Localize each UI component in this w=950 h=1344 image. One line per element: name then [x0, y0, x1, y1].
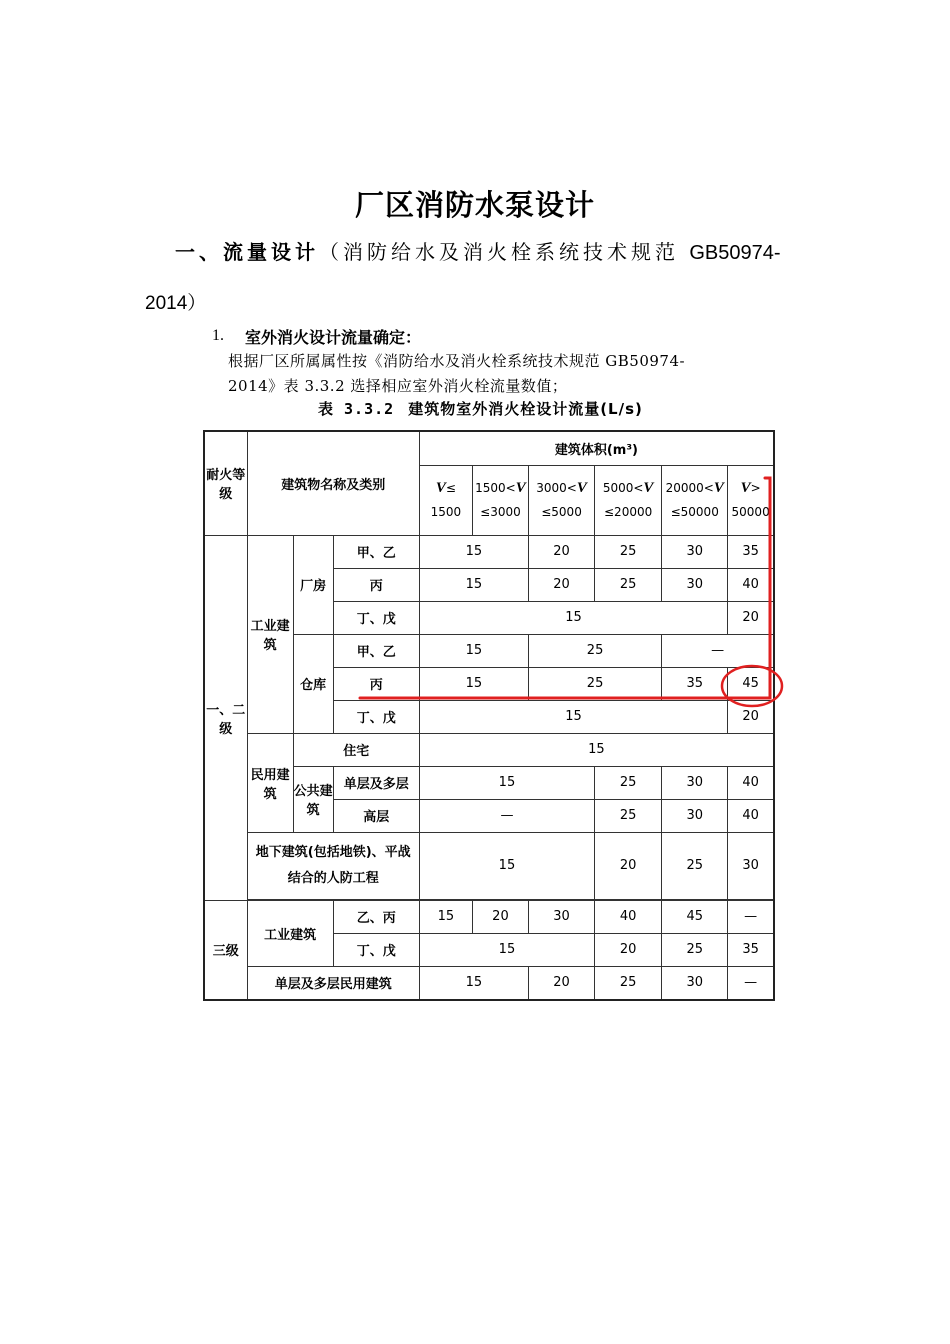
section-number: 一、 [175, 240, 223, 264]
table-cell: — [728, 900, 774, 933]
g3-bc-label: 乙、丙 [333, 900, 419, 933]
table-cell: 30 [662, 966, 728, 1000]
warehouse-c-label: 丙 [333, 667, 419, 700]
warehouse-label: 仓库 [293, 634, 333, 733]
table-cell: 15 [419, 535, 528, 568]
table-cell: 30 [728, 832, 774, 899]
factory-de-label: 丁、戊 [333, 601, 419, 634]
single-multi-label: 单层及多层 [333, 766, 419, 799]
civil3-label: 单层及多层民用建筑 [247, 966, 419, 1000]
g3-de-label: 丁、戊 [333, 933, 419, 966]
table-cell: 15 [419, 933, 594, 966]
item-heading: 室外消火设计流量确定： [245, 328, 422, 347]
volume-range-3: 3000<V ≤5000 [528, 465, 594, 535]
table-cell: 15 [419, 601, 727, 634]
table-cell: 20 [728, 601, 774, 634]
table-cell: 20 [528, 966, 594, 1000]
volume-range-2: 1500<V ≤3000 [472, 465, 528, 535]
table-cell: 15 [419, 900, 472, 933]
public-label: 公共建筑 [293, 766, 333, 832]
header-building-type: 建筑物名称及类别 [247, 431, 419, 535]
table-cell: 15 [419, 634, 528, 667]
highlighted-cell: 45 [728, 667, 774, 700]
high-rise-label: 高层 [333, 799, 419, 832]
section-heading-continued: 2014） [145, 293, 207, 314]
industrial3-label: 工业建筑 [247, 900, 333, 966]
volume-range-1: V≤ 1500 [419, 465, 472, 535]
table-cell: — [662, 634, 774, 667]
table-cell: 30 [662, 535, 728, 568]
warehouse-de-label: 丁、戊 [333, 700, 419, 733]
table-cell: 15 [419, 733, 774, 766]
section-heading-code: GB50974- [689, 242, 781, 264]
table-cell: 30 [662, 568, 728, 601]
table-cell: 25 [595, 799, 662, 832]
table-cell: 40 [595, 900, 662, 933]
table-cell: 30 [528, 900, 594, 933]
table-cell: 15 [419, 700, 727, 733]
table-cell: 25 [528, 667, 661, 700]
section-heading-paren: （消防给水及消火栓系统技术规范 [319, 240, 679, 264]
table-cell: 25 [595, 535, 662, 568]
flow-rate-table [203, 430, 775, 1001]
table-cell: 25 [595, 766, 662, 799]
table-cell: 25 [528, 634, 661, 667]
table-cell: 15 [419, 966, 528, 1000]
table-cell: 20 [472, 900, 528, 933]
table-cell: 15 [419, 568, 528, 601]
volume-range-5: 20000<V ≤50000 [662, 465, 728, 535]
item-number: 1. [212, 327, 224, 344]
factory-label: 厂房 [293, 535, 333, 634]
table-cell: 15 [419, 832, 594, 899]
table-cell: 25 [662, 832, 728, 899]
table-cell: 20 [528, 535, 594, 568]
grade-3-label: 三级 [204, 900, 247, 1000]
table-cell: 15 [419, 667, 528, 700]
warehouse-ab-label: 甲、乙 [333, 634, 419, 667]
civil-label: 民用建筑 [247, 733, 293, 832]
table-caption-number: 表 3.3.2 [318, 400, 395, 418]
table-cell: 25 [662, 933, 728, 966]
table-cell: 20 [595, 933, 662, 966]
table-cell: 40 [728, 568, 774, 601]
section-heading [175, 236, 815, 265]
document-title: 厂区消防水泵设计 [354, 188, 595, 222]
table-cell: 30 [662, 766, 728, 799]
table-cell: 35 [728, 933, 774, 966]
volume-range-6: V> 50000 [728, 465, 774, 535]
industrial-label: 工业建筑 [247, 535, 293, 733]
item-paragraph-line1: 根据厂区所属属性按《消防给水及消火栓系统技术规范 GB50974- [228, 352, 686, 370]
table-cell: — [728, 966, 774, 1000]
volume-range-4: 5000<V ≤20000 [595, 465, 662, 535]
table-cell: 20 [528, 568, 594, 601]
table-cell: 20 [595, 832, 662, 899]
header-volume: 建筑体积(m³) [419, 431, 774, 465]
residential-label: 住宅 [293, 733, 419, 766]
factory-c-label: 丙 [333, 568, 419, 601]
table-cell: 45 [662, 900, 728, 933]
table-cell: 30 [662, 799, 728, 832]
factory-ab-label: 甲、乙 [333, 535, 419, 568]
table-cell: 25 [595, 966, 662, 1000]
underground-label: 地下建筑(包括地铁)、平战结合的人防工程 [247, 832, 419, 899]
table-cell: 15 [419, 766, 594, 799]
table-cell: 40 [728, 766, 774, 799]
item-paragraph-line2: 2014》表 3.3.2 选择相应室外消火栓流量数值； [228, 377, 568, 395]
table-cell: 35 [728, 535, 774, 568]
table-caption [318, 398, 643, 419]
table-cell: 20 [728, 700, 774, 733]
section-heading-text: 流量设计 [223, 240, 319, 264]
table-cell: 35 [662, 667, 728, 700]
table-cell: 25 [595, 568, 662, 601]
grade-12-label: 一、二级 [204, 535, 247, 900]
table-cell: — [419, 799, 594, 832]
table-caption-text: 建筑物室外消火栓设计流量(L/s) [408, 400, 643, 418]
table-cell: 40 [728, 799, 774, 832]
header-fire-grade: 耐火等级 [204, 431, 247, 535]
